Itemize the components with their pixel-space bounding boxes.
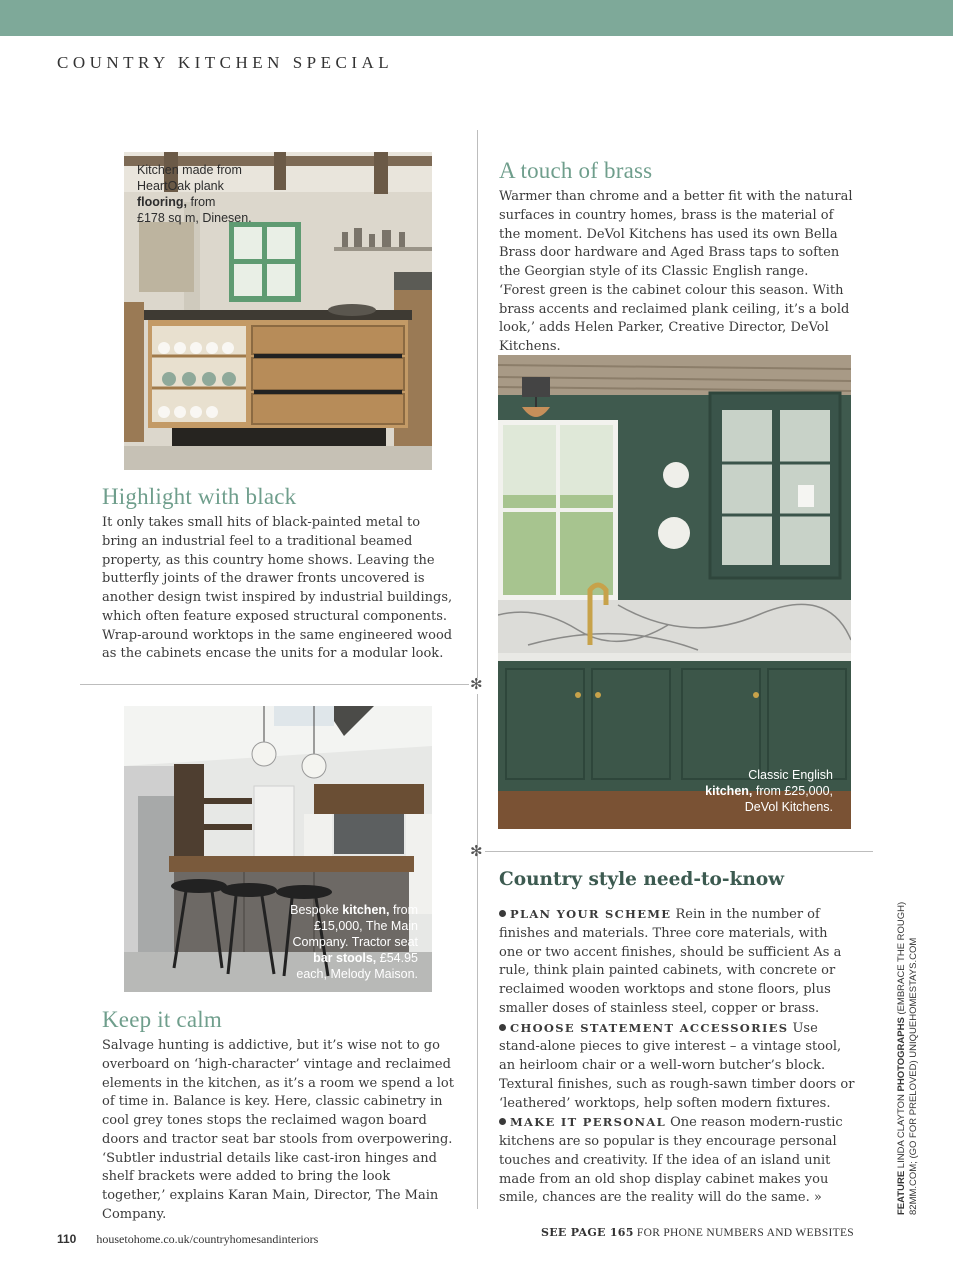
footer-url-link[interactable]: housetohome.co.uk/countryhomesandinteriors bbox=[96, 1232, 319, 1246]
credits-label: PHOTOGRAPHS bbox=[896, 1017, 907, 1092]
caption-line: Classic English bbox=[748, 768, 833, 782]
heartoak-kitchen-photo bbox=[124, 152, 432, 470]
need-to-know-body bbox=[499, 905, 855, 1208]
calm-body bbox=[102, 1037, 457, 1225]
brass-body bbox=[499, 188, 855, 357]
brass-paragraph: Warmer than chrome and a better fit with the natural surfaces in country homes, brass is the material of the moment. DeVol Kitchens has used its own Bella Brass door hardware and Aged Brass taps to soften the Georgian style of its Classic English range. ‘Forest green is the cabinet colour this season. With brass accents and reclaimed plank ceiling, it’s a bold look,’ adds Helen Parker, Creative Director, DeVol Kitchens. bbox=[499, 189, 853, 354]
divider-star-icon: ✻ bbox=[470, 675, 483, 693]
item-lead: CHOOSE STATEMENT ACCESSORIES bbox=[510, 1020, 789, 1035]
heartoak-caption bbox=[137, 162, 337, 226]
vertical-divider-top bbox=[477, 130, 478, 678]
caption-text: from £25,000, bbox=[752, 784, 833, 798]
devol-kitchen-illustration bbox=[498, 355, 851, 829]
caption-line: HeartOak plank bbox=[137, 179, 224, 193]
need-to-know-item bbox=[499, 905, 855, 1019]
black-paragraph: It only takes small hits of black-painted metal to bring an industrial feel to a traditional beamed property, as this country home shows. Leaving the butterfly joints of the drawer fronts uncovered is another design twist inspired by industrial buildings, which often feature exposed structural components. Wrap-around worktops in the same engineered wood as the cabinets encase the units for a modular look. bbox=[102, 515, 453, 662]
caption-line: £15,000, The Main bbox=[313, 919, 418, 933]
brass-heading: A touch of brass bbox=[499, 158, 653, 183]
main-company-caption bbox=[218, 902, 418, 982]
credits-text: (EMBRACE THE ROUGH) bbox=[896, 901, 907, 1018]
credits-text: LINDA CLAYTON bbox=[896, 1091, 907, 1171]
see-page-bold: SEE PAGE 165 bbox=[541, 1226, 634, 1239]
credits-line bbox=[896, 885, 908, 1215]
black-heading: Highlight with black bbox=[102, 484, 297, 509]
need-to-know-heading: Country style need-to-know bbox=[499, 869, 785, 890]
item-lead: PLAN YOUR SCHEME bbox=[510, 907, 672, 921]
caption-line: £178 sq m, Dinesen. bbox=[137, 211, 252, 225]
see-page-text: FOR PHONE NUMBERS AND WEBSITES bbox=[633, 1227, 854, 1239]
caption-line: DeVol Kitchens. bbox=[744, 800, 833, 814]
caption-line bbox=[218, 902, 418, 918]
horizontal-divider-left bbox=[80, 684, 469, 685]
calm-paragraph: Salvage hunting is addictive, but it’s wise not to go overboard on ‘high-character’ vintage and reclaimed elements in the kitchen, as it’s a room we spend a lot of time in. Balance is key. Here, classic cabinetry in cool grey tones stops the reclaimed wagon board doors and tractor seat bar stools from overpowering. ‘Subtler industrial details like cast-iron hinges and shelf brackets were added to bring the look together,’ explains Karan Main, Director, The Main Company. bbox=[102, 1038, 454, 1222]
caption-line bbox=[218, 950, 418, 966]
item-text: Rein in the number of finishes and materials. Three core materials, with one or two accent finishes, should be sufficient As a rule, think plain painted cabinets, with concrete or reclaimed wooden worktops and stone floors, plus smaller doses of stainless steel, copper or brass. bbox=[499, 907, 842, 1016]
page-number: 110 bbox=[57, 1232, 77, 1246]
item-lead: MAKE IT PERSONAL bbox=[510, 1115, 666, 1130]
caption-text: Bespoke bbox=[290, 903, 343, 917]
caption-line bbox=[137, 194, 337, 210]
devol-caption bbox=[633, 767, 833, 815]
need-to-know-item bbox=[499, 1019, 855, 1114]
caption-line: each, Melody Maison. bbox=[296, 967, 418, 981]
caption-bold: kitchen, bbox=[342, 903, 390, 917]
bullet-icon bbox=[499, 1024, 506, 1031]
photo-credits bbox=[896, 885, 920, 1215]
footer-see-page bbox=[541, 1226, 854, 1239]
footer-left bbox=[57, 1232, 318, 1247]
caption-text: from bbox=[389, 903, 418, 917]
top-accent-bar bbox=[0, 0, 953, 36]
main-company-kitchen-photo bbox=[124, 706, 432, 992]
item-text: One reason modern-rustic kitchens are so popular is they encourage personal touches and creativity. If the idea of an island unit made from an old shop display cabinet makes you smile, chances are the reality will do the same. » bbox=[499, 1115, 843, 1206]
vertical-divider-bottom bbox=[477, 694, 478, 1209]
black-body bbox=[102, 514, 457, 664]
credits-line: 82MM.COM; (GO FOR PRELOVED) UNIQUEHOMESTAYS.COM bbox=[908, 937, 919, 1215]
caption-bold: kitchen, bbox=[705, 784, 753, 798]
section-title: COUNTRY KITCHEN SPECIAL bbox=[57, 53, 394, 72]
devol-kitchen-photo bbox=[498, 355, 851, 829]
item-text: Use stand-alone pieces to give interest – a vintage stool, an heirloom chair or a well-worn butcher’s block. Textural finishes, such as rough-sawn timber doors or ‘leathered’ worktops, help soften modern fixtures. bbox=[499, 1020, 855, 1111]
caption-text: £54.95 bbox=[376, 951, 418, 965]
need-to-know-item bbox=[499, 1113, 855, 1208]
caption-line: Kitchen made from bbox=[137, 163, 242, 177]
bullet-icon bbox=[499, 1118, 506, 1125]
caption-line bbox=[633, 783, 833, 799]
caption-bold: flooring, bbox=[137, 195, 187, 209]
calm-heading: Keep it calm bbox=[102, 1007, 222, 1032]
divider-star-icon: ✻ bbox=[470, 842, 483, 860]
caption-bold: bar stools, bbox=[313, 951, 377, 965]
caption-line: Company. Tractor seat bbox=[292, 935, 418, 949]
horizontal-divider-right bbox=[485, 851, 873, 852]
credits-label: FEATURE bbox=[896, 1170, 907, 1215]
bullet-icon bbox=[499, 910, 506, 917]
caption-text: from bbox=[187, 195, 216, 209]
